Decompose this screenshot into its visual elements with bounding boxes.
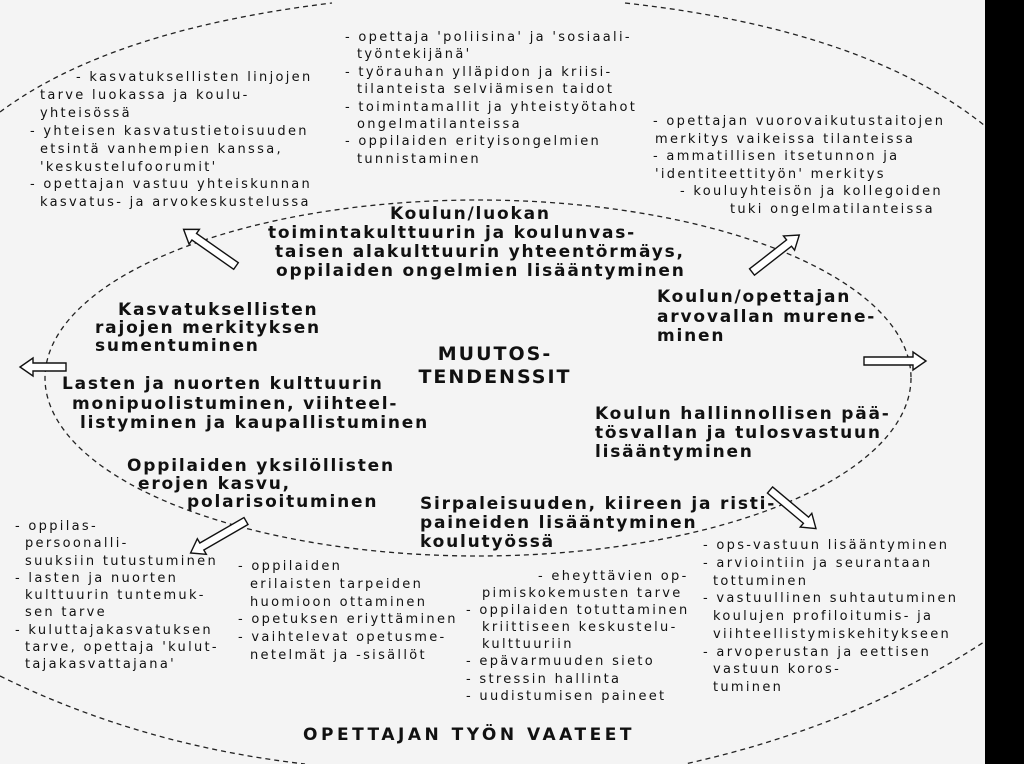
trend-line: paineiden lisääntyminen	[420, 513, 698, 533]
trend-line: polarisoituminen	[187, 492, 379, 512]
demand-line: kasvatus- ja arvokeskustelussa	[40, 195, 311, 211]
demand-line: - kuluttajakasvatuksen	[15, 622, 213, 638]
demands-bottom-center-left	[238, 558, 458, 665]
demand-line: etsintä vanhempien kanssa,	[40, 141, 283, 157]
outer-dashed-arc-top-right	[625, 3, 990, 130]
demand-line: - oppilaiden totuttaminen	[466, 603, 690, 619]
trend-line: Koulun/luokan	[390, 204, 551, 224]
demand-line: - opettajan vuorovaikutustaitojen	[653, 114, 946, 129]
demand-line: - epävarmuuden sieto	[466, 654, 656, 670]
center-title-line: TENDENSSIT	[418, 366, 572, 388]
demands-bottom-left	[15, 518, 219, 674]
demand-line: - oppilaiden erityisongelmien	[345, 134, 602, 150]
trend-line: taisen alakulttuurin yhteentörmäys,	[275, 242, 685, 262]
trend-line: minen	[657, 326, 726, 346]
demand-line: - lasten ja nuorten	[15, 570, 179, 586]
trend-line: oppilaiden ongelmien lisääntyminen	[276, 261, 686, 281]
demand-line: - vastuullinen suhtautuminen	[703, 591, 959, 607]
demands-bottom-center	[466, 568, 690, 705]
demands-bottom-right	[703, 537, 958, 697]
trend-line: Sirpaleisuuden, kiireen ja risti-	[420, 494, 777, 514]
demand-line: - oppilaiden	[238, 559, 343, 574]
demand-line: netelmät ja -sisällöt	[250, 647, 427, 663]
demand-line: tarve, opettaja 'kulut-	[25, 640, 219, 656]
trend-middle-left	[62, 375, 429, 434]
demand-line: - eheyttävien op-	[538, 569, 689, 584]
trend-line: koulutyössä	[420, 532, 555, 552]
demand-line: - yhteisen kasvatustietoisuuden	[30, 123, 309, 139]
demand-line: tilanteista selviämisen taidot	[357, 82, 615, 98]
demand-line: kriittiseen keskustelu-	[482, 620, 678, 636]
demand-line: tuki ongelmatilanteissa	[730, 201, 935, 217]
demand-line: - arviointiin ja seurantaan	[703, 555, 933, 571]
trend-line: Kasvatuksellisten	[118, 300, 319, 320]
demand-line: kulttuuriin	[482, 637, 574, 653]
demand-line: - oppilas-	[15, 519, 98, 534]
demand-line: merkitys vaikeissa tilanteissa	[655, 131, 916, 147]
demand-line: - uudistumisen paineet	[466, 688, 667, 704]
outer-dashed-arc-bottom-left	[0, 676, 305, 764]
arrow-left-icon	[20, 358, 66, 376]
demand-line: erilaisten tarpeiden	[250, 576, 424, 592]
trend-line: sumentuminen	[95, 336, 260, 356]
demand-line: - opettajan vastuu yhteiskunnan	[30, 177, 313, 193]
demand-line: yhteisössä	[40, 105, 132, 121]
demand-line: - ammatillisen itsetunnon ja	[653, 149, 900, 165]
trend-upper-right	[657, 288, 876, 347]
scan-border	[985, 0, 1024, 764]
demand-line: sen tarve	[25, 605, 107, 621]
demands-top-right	[653, 113, 945, 219]
demand-line: kulttuurin tuntemuk-	[25, 588, 206, 604]
trend-line: listyminen ja kaupallistuminen	[80, 413, 430, 433]
demand-line: tarve luokassa ja koulu-	[40, 87, 250, 103]
demand-line: ongelmatilanteissa	[357, 117, 522, 133]
demand-line: - kasvatuksellisten linjojen	[76, 70, 313, 85]
demand-line: suuksiin tutustuminen	[25, 553, 218, 569]
demand-line: viihteellistymiskehitykseen	[713, 626, 952, 642]
trend-line: monipuolistuminen, viihteel-	[72, 393, 399, 414]
demand-line: työntekijänä'	[357, 47, 472, 63]
trend-line: Koulun hallinnollisen pää-	[595, 404, 891, 424]
demand-line: huomioon ottaminen	[250, 594, 428, 610]
demand-line: persoonalli-	[25, 536, 129, 552]
demand-line: - arvoperustan ja eettisen	[703, 644, 932, 660]
trend-upper-left	[95, 301, 321, 355]
demand-line: pimiskokemusten tarve	[482, 586, 683, 602]
demand-line: - työrauhan ylläpidon ja kriisi-	[345, 64, 613, 80]
demand-line: - kouluyhteisön ja kollegoiden	[680, 184, 943, 200]
trend-top	[268, 205, 686, 281]
demands-top-center	[345, 29, 637, 168]
trend-line: erojen kasvu,	[138, 474, 291, 494]
trend-line: lisääntyminen	[595, 442, 754, 462]
trend-line: rajojen merkityksen	[95, 318, 321, 338]
trend-middle-right	[595, 405, 891, 462]
trend-line: Lasten ja nuorten kulttuurin	[62, 374, 384, 394]
demand-line: tuminen	[713, 680, 784, 695]
center-title-line: MUUTOS-	[437, 343, 553, 365]
demand-line: - vaihtelevat opetusme-	[238, 630, 447, 646]
demand-line: 'identiteettityön' merkitys	[655, 166, 886, 182]
demand-line: - opettaja 'poliisina' ja 'sosiaali-	[345, 30, 632, 45]
demand-line: tottuminen	[713, 573, 809, 589]
trend-line: toimintakulttuurin ja koulunvas-	[268, 223, 637, 243]
trend-line: Koulun/opettajan	[657, 287, 852, 307]
arrow-up-left-icon	[178, 222, 241, 273]
trend-line: arvovallan murene-	[657, 306, 877, 327]
demand-line: tunnistaminen	[357, 151, 481, 167]
trend-lower-left	[127, 457, 395, 511]
trend-line: tösvallan ja tulosvastuun	[595, 423, 882, 443]
footer-title: OPETTAJAN TYÖN VAATEET	[303, 725, 635, 745]
demand-line: koulujen profiloitumis- ja	[713, 609, 934, 624]
demands-top-left	[30, 69, 313, 212]
demand-line: 'keskustelufoorumit'	[40, 159, 218, 175]
demand-line: - stressin hallinta	[466, 671, 622, 687]
arrow-up-right-icon	[746, 228, 804, 279]
arrow-right-icon	[864, 352, 926, 370]
trend-line: Oppilaiden yksilöllisten	[127, 456, 395, 476]
demand-line: tajakasvattajana'	[25, 657, 176, 673]
demand-line: vastuun koros-	[713, 662, 842, 678]
demand-line: - toimintamallit ja yhteistyötahot	[345, 99, 638, 115]
demand-line: - ops-vastuun lisääntyminen	[703, 538, 950, 553]
demand-line: - opetuksen eriyttäminen	[238, 612, 458, 628]
